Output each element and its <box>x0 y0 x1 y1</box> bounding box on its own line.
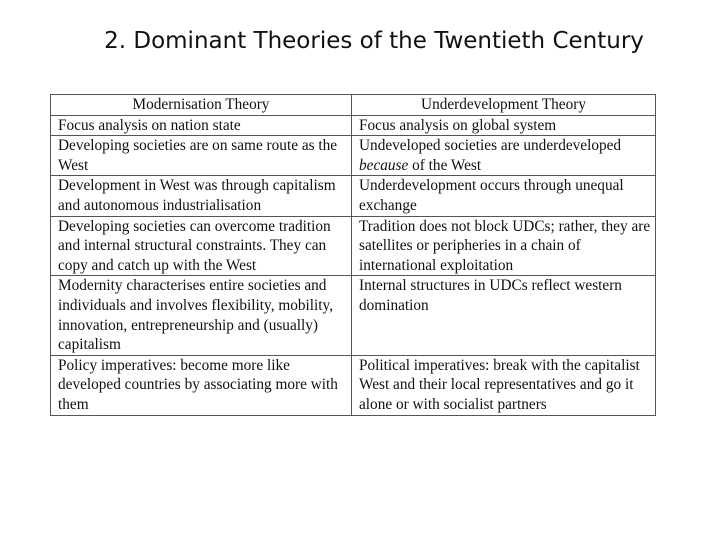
table-row <box>51 136 656 176</box>
underdevelopment-cell <box>352 136 656 176</box>
table-row <box>51 216 656 276</box>
modernisation-cell: Modernity characterises entire societies and individuals and involves flexibility, mobility, innovation, entrepreneurship and (usually) capitalism <box>51 276 352 355</box>
table-row <box>51 176 656 216</box>
table-row <box>51 355 656 415</box>
table-row <box>51 276 656 355</box>
underdevelopment-cell: Tradition does not block UDCs; rather, they are satellites or peripheries in a chain of international exploitation <box>352 216 656 276</box>
header-underdevelopment-theory: Underdevelopment Theory <box>352 95 656 116</box>
slide-title: 2. Dominant Theories of the Twentieth Century <box>104 28 644 54</box>
header-modernisation-theory: Modernisation Theory <box>51 95 352 116</box>
theories-comparison-table <box>50 94 656 416</box>
table-header-row <box>51 95 656 116</box>
modernisation-cell: Development in West was through capitalism and autonomous industrialisation <box>51 176 352 216</box>
cell-text: of the West <box>408 156 482 174</box>
underdevelopment-cell: Political imperatives: break with the capitalist West and their local representatives and go it alone or with socialist partners <box>352 355 656 415</box>
table-row <box>51 115 656 136</box>
modernisation-cell: Developing societies are on same route as the West <box>51 136 352 176</box>
theories-table-container <box>50 94 655 416</box>
cell-text: Undeveloped societies are underdeveloped <box>359 137 622 155</box>
underdevelopment-cell: Internal structures in UDCs reflect western domination <box>352 276 656 355</box>
underdevelopment-cell: Focus analysis on global system <box>352 115 656 136</box>
modernisation-cell: Focus analysis on nation state <box>51 115 352 136</box>
underdevelopment-cell: Underdevelopment occurs through unequal exchange <box>352 176 656 216</box>
emphasis-text: because <box>359 156 409 174</box>
modernisation-cell: Policy imperatives: become more like developed countries by associating more with them <box>51 355 352 415</box>
modernisation-cell: Developing societies can overcome tradition and internal structural constraints. They can copy and catch up with the West <box>51 216 352 276</box>
